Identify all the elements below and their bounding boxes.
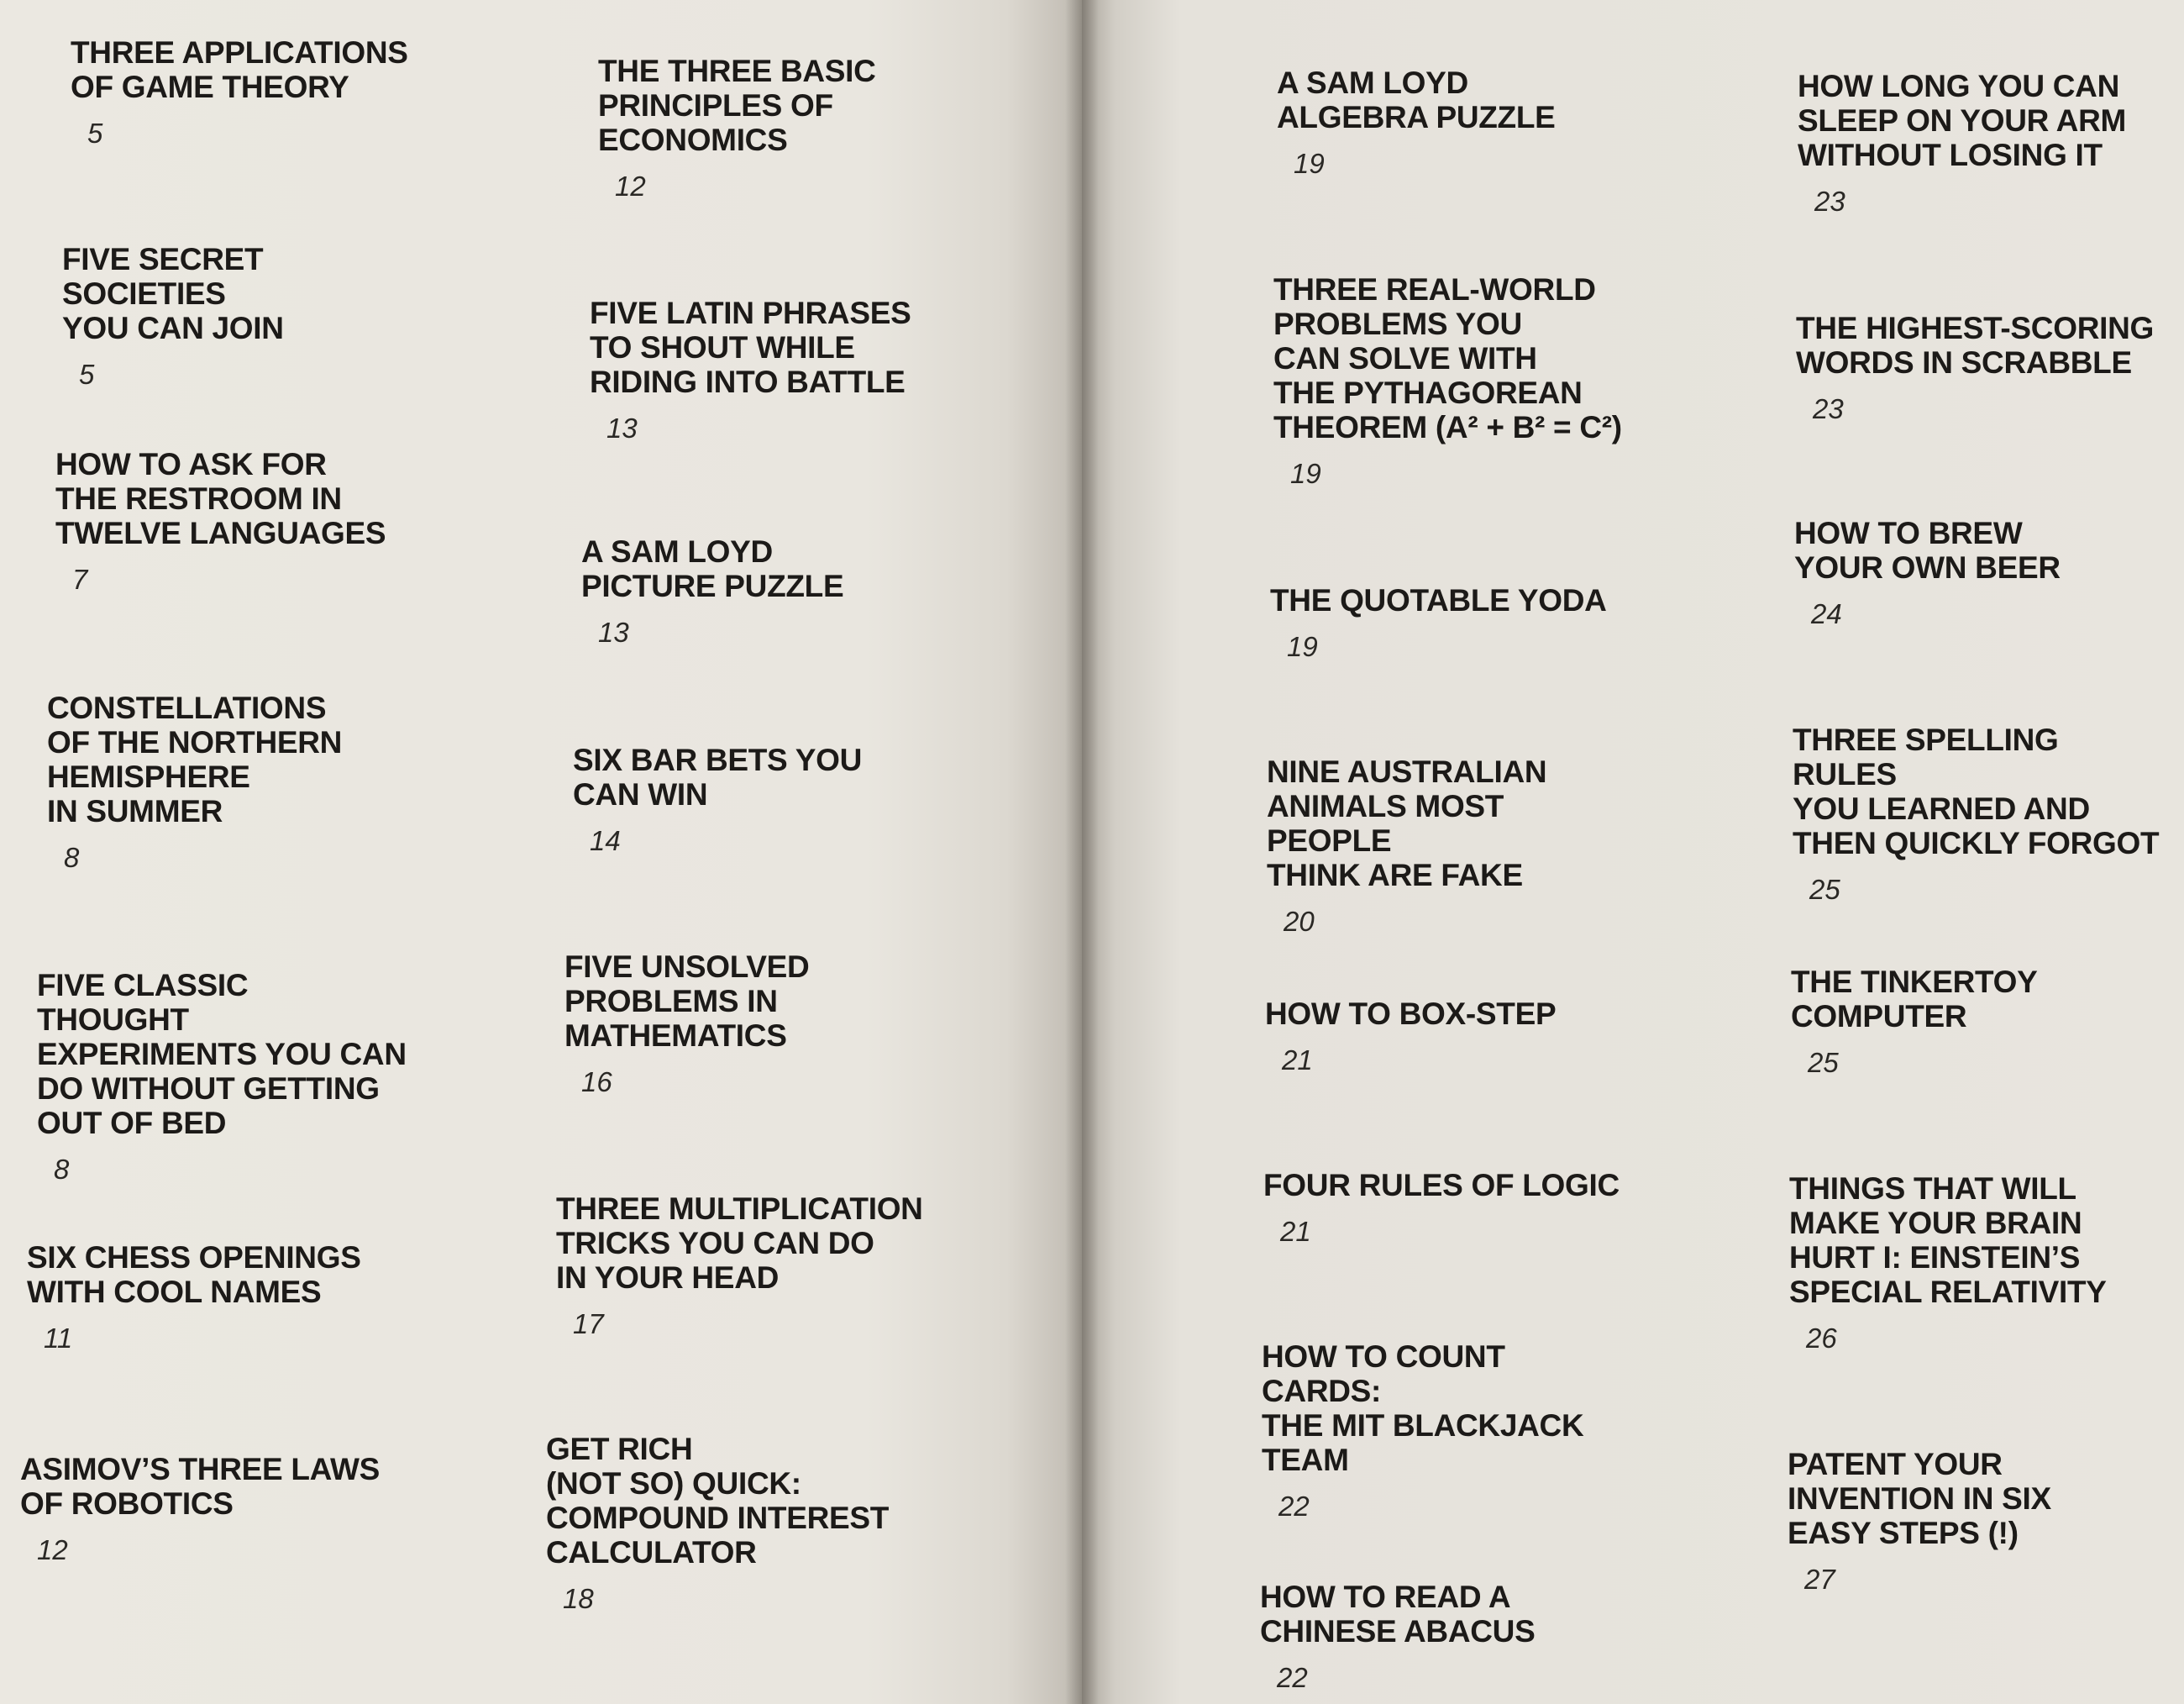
toc-entry bbox=[1793, 723, 2162, 906]
toc-entry-page-number: 12 bbox=[37, 1534, 68, 1565]
toc-entry-page-number: 13 bbox=[606, 413, 638, 444]
toc-entry-page-number: 26 bbox=[1806, 1323, 1837, 1354]
toc-entry-page-number: 20 bbox=[1284, 906, 1315, 937]
toc-entry bbox=[27, 1240, 396, 1354]
toc-entry-title: HOW TO COUNT CARDS: THE MIT BLACKJACK TEAM bbox=[1262, 1339, 1584, 1477]
toc-entry-page-number: 11 bbox=[44, 1323, 73, 1354]
toc-entry bbox=[1788, 1447, 2157, 1596]
toc-entry-title: A SAM LOYD PICTURE PUZZLE bbox=[581, 534, 844, 603]
toc-entry-page-number: 5 bbox=[87, 118, 103, 149]
toc-entry-page-number: 16 bbox=[581, 1066, 612, 1097]
toc-entry-title: THE TINKERTOY COMPUTER bbox=[1791, 965, 2038, 1033]
toc-entry-page-number: 19 bbox=[1290, 458, 1321, 489]
toc-entry bbox=[37, 968, 407, 1186]
toc-entry bbox=[1273, 272, 1660, 490]
toc-entry-title: THE THREE BASIC PRINCIPLES OF ECONOMICS bbox=[598, 54, 876, 157]
toc-entry bbox=[55, 447, 425, 596]
toc-entry-title: THE HIGHEST-SCORING WORDS IN SCRABBLE bbox=[1796, 311, 2154, 380]
toc-entry-page-number: 18 bbox=[563, 1583, 594, 1614]
toc-entry-title: SIX BAR BETS YOU CAN WIN bbox=[573, 743, 863, 812]
toc-entry bbox=[1798, 69, 2167, 218]
toc-entry-title: FIVE UNSOLVED PROBLEMS IN MATHEMATICS bbox=[564, 949, 810, 1053]
toc-entry-title: GET RICH (NOT SO) QUICK: COMPOUND INTEREST CALCULATOR bbox=[546, 1432, 890, 1570]
toc-entry bbox=[556, 1191, 926, 1340]
toc-entry bbox=[1794, 516, 2164, 630]
toc-entry-page-number: 8 bbox=[54, 1154, 70, 1185]
toc-entry-title: HOW TO BOX-STEP bbox=[1265, 997, 1557, 1031]
toc-entry-title: THE QUOTABLE YODA bbox=[1270, 583, 1607, 618]
toc-entry bbox=[1270, 583, 1640, 663]
toc-entry bbox=[1265, 997, 1635, 1076]
toc-entry-title: NINE AUSTRALIAN ANIMALS MOST PEOPLE THINK ARE FAKE bbox=[1267, 755, 1547, 892]
toc-entry-title: HOW LONG YOU CAN SLEEP ON YOUR ARM WITHOUT LOSING IT bbox=[1798, 69, 2127, 172]
toc-entry-page-number: 22 bbox=[1277, 1662, 1308, 1693]
toc-entry bbox=[62, 242, 432, 391]
toc-entry bbox=[598, 54, 968, 202]
toc-entry-title: ASIMOV’S THREE LAWS OF ROBOTICS bbox=[20, 1452, 381, 1521]
toc-entry-page-number: 22 bbox=[1278, 1491, 1310, 1522]
toc-entry-page-number: 25 bbox=[1808, 1047, 1839, 1078]
toc-entry bbox=[1260, 1580, 1630, 1694]
toc-entry bbox=[1267, 755, 1636, 938]
toc-entry bbox=[581, 534, 951, 649]
toc-entry bbox=[71, 35, 440, 150]
left-page bbox=[0, 0, 1082, 1704]
toc-entry-title: THINGS THAT WILL MAKE YOUR BRAIN HURT I: EINSTEIN’S SPECIAL RELATIVITY bbox=[1789, 1171, 2107, 1309]
toc-entry-title: THREE APPLICATIONS OF GAME THEORY bbox=[71, 35, 408, 104]
toc-entry-page-number: 19 bbox=[1287, 631, 1318, 662]
toc-entry-page-number: 19 bbox=[1294, 148, 1325, 179]
toc-entry-title: THREE SPELLING RULES YOU LEARNED AND THEN QUICKLY FORGOT bbox=[1793, 723, 2160, 860]
toc-entry bbox=[590, 296, 959, 444]
right-page bbox=[1082, 0, 2184, 1704]
toc-entry bbox=[1796, 311, 2166, 425]
toc-entry-title: HOW TO BREW YOUR OWN BEER bbox=[1794, 516, 2061, 585]
toc-entry-title: PATENT YOUR INVENTION IN SIX EASY STEPS (!) bbox=[1788, 1447, 2051, 1550]
toc-entry-page-number: 8 bbox=[64, 842, 80, 873]
toc-entry bbox=[1263, 1168, 1633, 1248]
toc-entry bbox=[1791, 965, 2160, 1079]
toc-entry-title: FIVE SECRET SOCIETIES YOU CAN JOIN bbox=[62, 242, 284, 345]
book-gutter bbox=[1065, 0, 1099, 1704]
toc-entry-page-number: 25 bbox=[1809, 874, 1840, 905]
toc-entry bbox=[1277, 66, 1646, 180]
toc-entry-page-number: 5 bbox=[79, 359, 95, 390]
toc-entry-page-number: 13 bbox=[598, 617, 629, 648]
toc-entry-title: A SAM LOYD ALGEBRA PUZZLE bbox=[1277, 66, 1556, 134]
toc-entry-title: HOW TO ASK FOR THE RESTROOM IN TWELVE LANGUAGES bbox=[55, 447, 386, 550]
toc-entry-page-number: 21 bbox=[1280, 1216, 1311, 1247]
toc-entry bbox=[564, 949, 934, 1098]
toc-entry-page-number: 12 bbox=[615, 171, 646, 202]
toc-entry-title: THREE MULTIPLICATION TRICKS YOU CAN DO IN YOUR HEAD bbox=[556, 1191, 923, 1295]
toc-entry-page-number: 17 bbox=[573, 1308, 604, 1339]
toc-entry-page-number: 23 bbox=[1814, 186, 1845, 217]
toc-entry bbox=[546, 1432, 916, 1615]
toc-entry bbox=[1262, 1339, 1631, 1523]
toc-entry-title: THREE REAL-WORLD PROBLEMS YOU CAN SOLVE WITH THE PYTHAGOREAN THEOREM (A² + B² = C²) bbox=[1273, 272, 1622, 444]
toc-entry bbox=[573, 743, 942, 857]
toc-entry bbox=[20, 1452, 390, 1566]
toc-entry-page-number: 23 bbox=[1813, 393, 1844, 424]
toc-entry-title: HOW TO READ A CHINESE ABACUS bbox=[1260, 1580, 1536, 1649]
toc-entry-title: FOUR RULES OF LOGIC bbox=[1263, 1168, 1620, 1202]
toc-entry bbox=[1789, 1171, 2159, 1354]
toc-entry-page-number: 24 bbox=[1811, 598, 1842, 629]
toc-entry-title: FIVE LATIN PHRASES TO SHOUT WHILE RIDING INTO BATTLE bbox=[590, 296, 911, 399]
toc-entry-title: FIVE CLASSIC THOUGHT EXPERIMENTS YOU CAN DO WITHOUT GETTING OUT OF BED bbox=[37, 968, 407, 1140]
toc-entry-page-number: 27 bbox=[1804, 1564, 1835, 1595]
toc-entry-page-number: 21 bbox=[1282, 1044, 1313, 1076]
toc-entry-page-number: 7 bbox=[72, 564, 88, 595]
toc-entry-title: CONSTELLATIONS OF THE NORTHERN HEMISPHERE IN SUMMER bbox=[47, 691, 343, 828]
toc-entry-title: SIX CHESS OPENINGS WITH COOL NAMES bbox=[27, 1240, 361, 1309]
toc-entry-page-number: 14 bbox=[590, 825, 621, 856]
toc-entry bbox=[47, 691, 417, 874]
